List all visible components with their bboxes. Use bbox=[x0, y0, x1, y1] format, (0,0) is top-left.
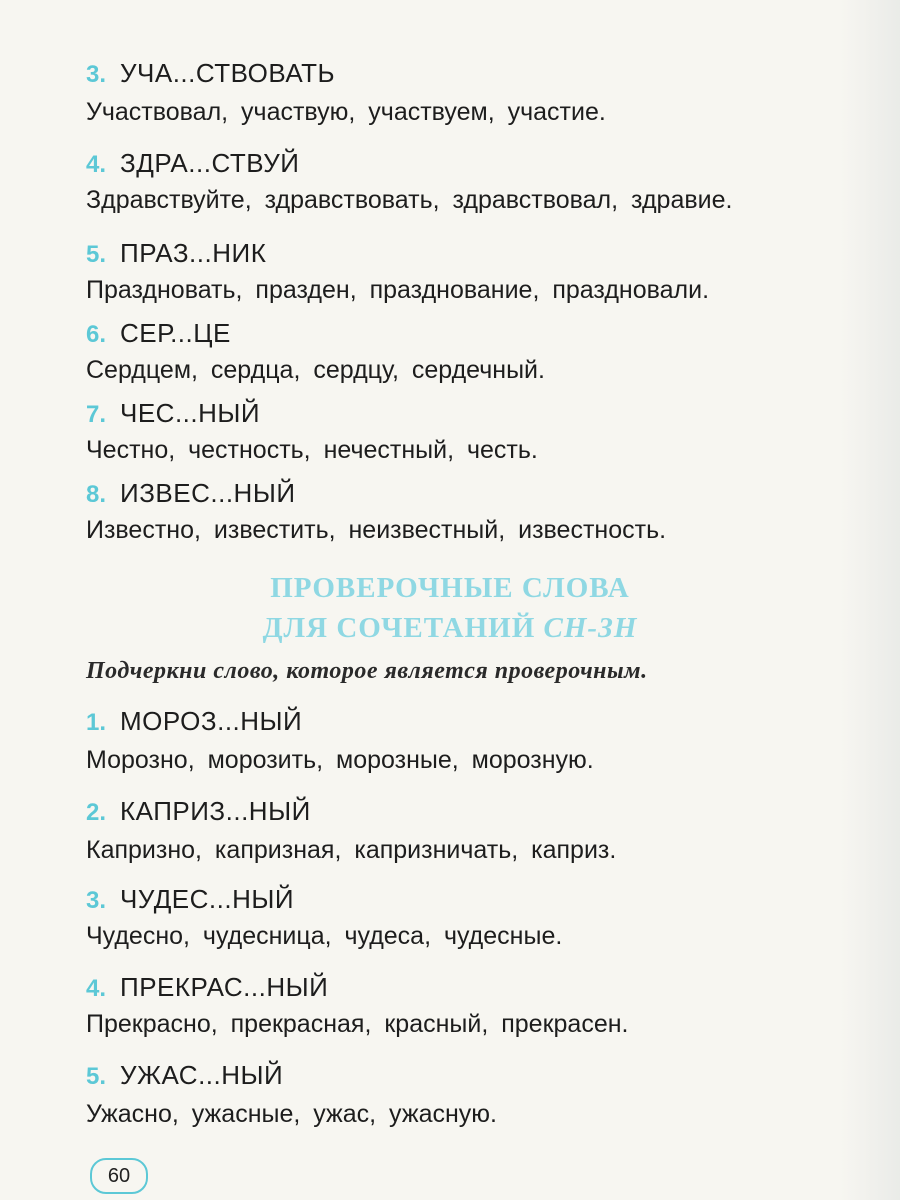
exercise-item bbox=[86, 238, 266, 269]
item-word: ПРАЗ...НИК bbox=[120, 238, 267, 268]
exercise-item bbox=[86, 58, 335, 89]
item-number: 8. bbox=[86, 481, 107, 508]
item-word: ПРЕКРАС...НЫЙ bbox=[120, 972, 329, 1002]
item-options: Ужасно, ужасные, ужас, ужасную. bbox=[86, 1100, 497, 1128]
item-number: 3. bbox=[86, 61, 107, 88]
item-options: Капризно, капризная, капризничать, каприз. bbox=[86, 836, 617, 864]
item-number: 6. bbox=[86, 321, 107, 348]
heading-prefix: ДЛЯ СОЧЕТАНИЙ bbox=[262, 612, 544, 644]
item-options: Морозно, морозить, морозные, морозную. bbox=[86, 746, 594, 774]
exercise-item bbox=[86, 884, 294, 915]
item-number: 2. bbox=[86, 799, 107, 826]
exercise-item bbox=[86, 796, 311, 827]
item-word: СЕР...ЦЕ bbox=[120, 318, 231, 348]
item-options: Здравствуйте, здравствовать, здравствовал, здравие. bbox=[86, 186, 733, 214]
heading-letters: СН-ЗН bbox=[543, 612, 638, 644]
item-word: ЧУДЕС...НЫЙ bbox=[120, 884, 295, 914]
exercise-item bbox=[86, 478, 296, 509]
exercise-item bbox=[86, 398, 260, 429]
page-number: 60 bbox=[90, 1158, 148, 1194]
item-options: Чудесно, чудесница, чудеса, чудесные. bbox=[86, 922, 563, 950]
exercise-item bbox=[86, 972, 328, 1003]
exercise-item bbox=[86, 706, 302, 737]
item-number: 7. bbox=[86, 401, 107, 428]
exercise-item bbox=[86, 318, 231, 349]
item-word: УЧА...СТВОВАТЬ bbox=[120, 58, 336, 88]
item-number: 4. bbox=[86, 975, 107, 1002]
exercise-item bbox=[86, 1060, 283, 1091]
item-options: Праздновать, празден, празднование, праздновали. bbox=[86, 276, 710, 304]
item-number: 4. bbox=[86, 151, 107, 178]
page-edge-shadow bbox=[840, 0, 900, 1200]
item-options: Честно, честность, нечестный, честь. bbox=[86, 436, 538, 464]
item-word: МОРОЗ...НЫЙ bbox=[120, 706, 303, 736]
instruction-text: Подчеркни слово, которое является проверочным. bbox=[86, 658, 648, 684]
item-word: КАПРИЗ...НЫЙ bbox=[120, 796, 311, 826]
item-number: 5. bbox=[86, 241, 107, 268]
section-heading-line1: ПРОВЕРОЧНЫЕ СЛОВА bbox=[270, 572, 630, 604]
item-number: 1. bbox=[86, 709, 107, 736]
item-options: Сердцем, сердца, сердцу, сердечный. bbox=[86, 356, 545, 384]
item-word: УЖАС...НЫЙ bbox=[120, 1060, 284, 1090]
section-heading-line2 bbox=[0, 612, 900, 645]
item-options: Участвовал, участвую, участвуем, участие. bbox=[86, 98, 606, 126]
item-word: ИЗВЕС...НЫЙ bbox=[120, 478, 296, 508]
item-number: 3. bbox=[86, 887, 107, 914]
item-word: ЧЕС...НЫЙ bbox=[120, 398, 261, 428]
exercise-item bbox=[86, 148, 299, 179]
item-number: 5. bbox=[86, 1063, 107, 1090]
item-word: ЗДРА...СТВУЙ bbox=[120, 148, 300, 178]
item-options: Известно, известить, неизвестный, известность. bbox=[86, 516, 667, 544]
item-options: Прекрасно, прекрасная, красный, прекрасен. bbox=[86, 1010, 629, 1038]
